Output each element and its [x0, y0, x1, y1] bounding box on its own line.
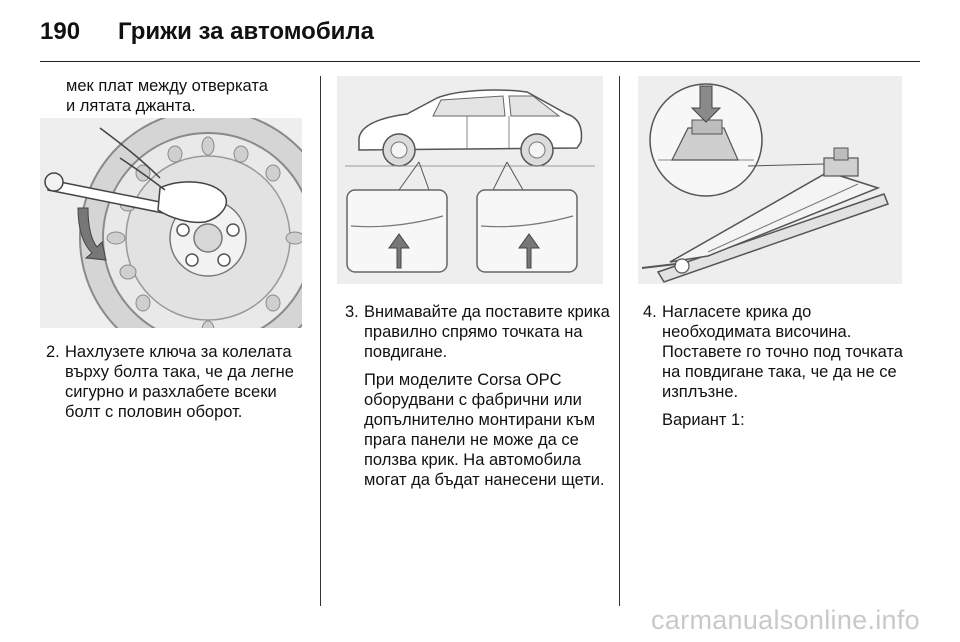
step-4-line: Нагласете крика до [662, 303, 812, 321]
step-4-line: Поставете го точно под точката [662, 343, 903, 361]
step-4-number: 4. [643, 303, 657, 321]
watermark: carmanualsonline.info [651, 605, 920, 635]
column-divider-1 [320, 76, 321, 606]
step-2 [46, 342, 318, 422]
page-header [40, 14, 920, 60]
variant-label: Вариант 1: [662, 411, 745, 429]
step-3-note-line: ползва крик. На автомобила [364, 451, 582, 469]
step-3-note-line: допълнително монтирани към [364, 411, 596, 429]
chapter-title: Грижи за автомобила [118, 18, 375, 45]
step-3-note-line: оборудвани с фабрични или [364, 391, 582, 409]
step-3-line: повдигане. [364, 343, 448, 361]
step-4-line: на повдигане така, че да не се [662, 363, 897, 381]
step-2-line: Нахлузете ключа за колелата [65, 343, 292, 361]
step-3-note-line: могат да бъдат нанесени щети. [364, 471, 605, 489]
column-divider-2 [619, 76, 620, 606]
step-3-note-line: прага панели не може да се [364, 431, 579, 449]
jacking-points-illustration [337, 76, 603, 284]
wheel-wrench-illustration [40, 118, 302, 328]
step-3-number: 3. [345, 303, 359, 321]
step-2-line: върху болта така, че да легне [65, 363, 294, 381]
step-2-line: сигурно и разхлабете всеки [65, 383, 277, 401]
step-4 [643, 302, 915, 430]
step-4-line: изплъзне. [662, 383, 739, 401]
continuation-line-2: и лятата джанта. [66, 97, 196, 115]
step-3 [345, 302, 617, 490]
continuation-line-1: мек плат между отверката [66, 77, 268, 95]
step-3-line: правилно спрямо точката на [364, 323, 583, 341]
header-rule [40, 61, 920, 62]
step-4-line: необходимата височина. [662, 323, 852, 341]
step-3-line: Внимавайте да поставите крика [364, 303, 610, 321]
continuation-text [66, 76, 316, 116]
jack-illustration [638, 76, 902, 284]
step-2-number: 2. [46, 343, 60, 361]
page-number: 190 [40, 18, 81, 45]
step-2-line: болт с половин оборот. [65, 403, 243, 421]
step-3-note-line: При моделите Corsa OPC [364, 371, 562, 389]
